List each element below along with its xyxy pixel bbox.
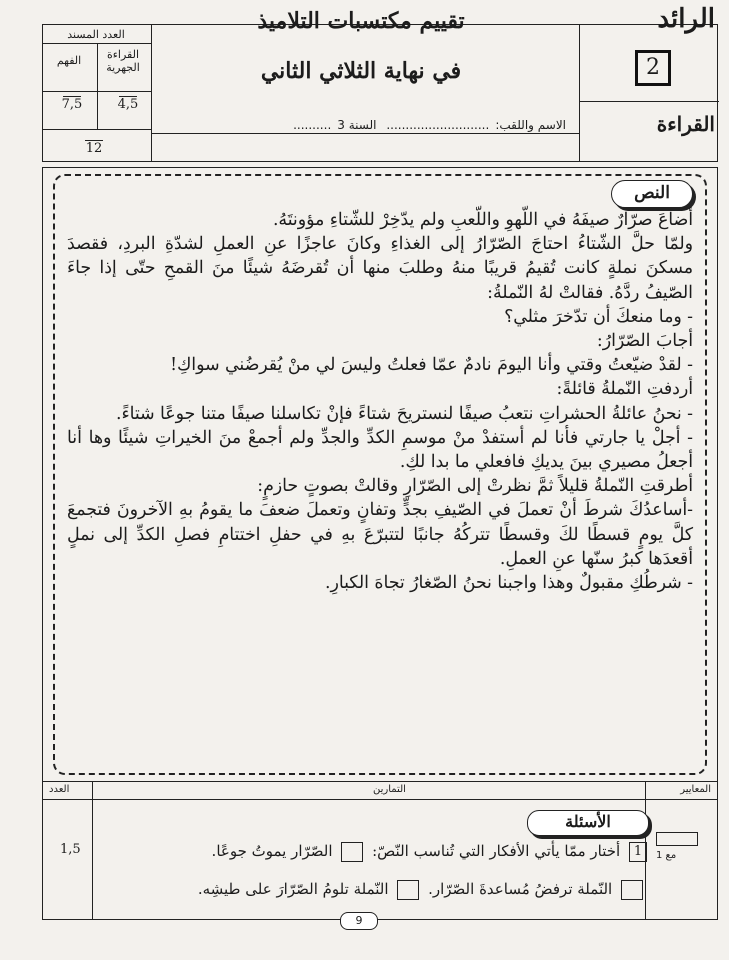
brand-title: الرائد: [657, 4, 715, 34]
name-row-line: [151, 133, 579, 134]
brand-row-line: [579, 101, 719, 102]
score-comprehension: [52, 96, 92, 112]
worksheet-subtitle: في نهاية الثلاثي الثاني: [260, 58, 462, 84]
grade-col-comprehension: الفهم: [56, 54, 82, 67]
question-1-text: أختار ممّا يأتي الأفكار التي تُناسب النّصّ:: [372, 842, 621, 860]
year-field[interactable]: ..........: [293, 118, 332, 132]
header-divider: [151, 25, 152, 161]
name-field[interactable]: ...........................: [386, 118, 490, 132]
passage-box: [42, 167, 718, 782]
passage-paragraph: - أجلْ يا جارتي فأنا لم أستفدْ منْ موسمِ الكدِّ والجدِّ ولم أجمعْ منَ الخيراتِ شيئًا وها أنا أجعلُ مصيري بينَ يديكِ فافعلي ما بدا لكِ.: [67, 427, 693, 473]
passage-paragraph: - لقدْ ضيّعتُ وقتي وأنا اليومَ نادمٌ عمّا فعلتُ وليسَ لي منْ يُقرضُني سواكِ!: [170, 355, 693, 376]
answer-checkbox[interactable]: [397, 880, 419, 900]
grade-col-reading: القراءة الجهرية: [106, 48, 140, 74]
score-reading: [108, 96, 148, 112]
score-reading-value: 4,5: [117, 97, 139, 112]
question-1-options: [127, 880, 647, 900]
header-divider: [579, 25, 580, 161]
passage-paragraph: أضاعَ صرّارٌ صيفَهُ في اللّهوِ واللّعبِ ولم يدّخِرْ للشّتاءِ مؤونتَهُ.: [272, 210, 693, 230]
passage-paragraph: - وما منعكَ أن تدّخرَ مثلي؟: [504, 306, 693, 327]
criterion-checkbox[interactable]: [656, 832, 698, 846]
passage-label: النص: [611, 180, 693, 208]
question-number: 1: [629, 842, 647, 862]
score-total: [74, 140, 114, 156]
passage-paragraph: - شرطُكِ مقبولٌ وهذا واجبنا نحنُ الصّغارُ تجاهَ الكبارِ.: [324, 573, 693, 594]
passage-paragraph: -أساعدُكَ شرطَ أنْ تعملَ في الصّيفِ بجدٍّ وتفانٍ وتعملَ ضعفَ ما يقومُ بهِ الآخرونَ فتجمعَ كلَّ يومٍ قسطًا لكَ وقسطًا تتركُهُ جانبًا لتتبرّعَ بهِ في حفلِ اختتامِ فصلِ الكدِّ إلى نملٍ أقعدَها كبرُ سنّها عنِ العملِ.: [67, 500, 693, 569]
criteria-column-label: المعايير: [680, 784, 711, 795]
score-comprehension-value: 7,5: [61, 97, 83, 112]
passage-paragraph: أطرقتِ النّملةُ قليلاً ثمَّ نظرتْ إلى الصّرّارِ وقالتْ بصوتٍ حازمٍ:: [257, 476, 693, 497]
question-1: [127, 842, 647, 862]
subject-title: القراءة: [656, 112, 715, 136]
grade-row-line: [43, 129, 151, 130]
score-total-value: 12: [85, 141, 103, 156]
passage-paragraph: ولمّا حلَّ الشّتاءُ احتاجَ الصّرّارُ إلى الغذاءِ وكانَ عاجزًا عنِ العملِ لشدّةِ البردِ، فقصدَ مسكنَ نملةٍ كانت تُقيمُ قريبًا منهُ وطلبَ منها أن تُقرضَهُ شيئًا منَ القمحِ حتّى إذا جاءَ الصّيفُ ردَّهُ. فقالتْ لهُ النّملةُ:: [67, 234, 693, 303]
page-number: 9: [340, 912, 378, 930]
answer-checkbox[interactable]: [341, 842, 363, 862]
passage-paragraph: أردفتِ النّملةُ قائلةً:: [556, 379, 693, 400]
level-number-box: 2: [635, 50, 671, 86]
worksheet-title: تقييم مكتسبات التلاميذ: [257, 8, 465, 34]
year-label: السنة 3: [337, 118, 377, 132]
name-row: [156, 118, 566, 132]
answer-checkbox[interactable]: [621, 880, 643, 900]
passage-text: [67, 208, 693, 595]
criterion-label: مع 1: [656, 850, 677, 861]
option-text: النّملة ترفضُ مُساعدةَ الصّرّار.: [428, 880, 613, 898]
grade-table-heading: العدد المسند: [67, 28, 125, 41]
exercises-column-label: التمارين: [373, 784, 406, 795]
passage-paragraph: أجابَ الصّرّارُ:: [596, 331, 693, 352]
score-column-divider: [92, 782, 93, 920]
score-column-label: العدد: [49, 784, 70, 795]
option-text: النّملة تلومُ الصّرّارَ على طيشِه.: [197, 880, 389, 898]
option-text: الصّرّار يموتُ جوعًا.: [211, 842, 333, 860]
header-box: [42, 24, 718, 162]
passage-paragraph: - نحنُ عائلةُ الحشراتِ نتعبُ صيفًا لنستريحَ شتاءً فإنْ تكاسلنا صيفًا متنا جوعًا شتاءً.: [115, 403, 693, 424]
name-label: الاسم واللقب:: [495, 118, 566, 132]
question-points: 1,5: [60, 842, 81, 857]
questions-label: الأسئلة: [527, 810, 649, 836]
exercise-header: [42, 782, 718, 800]
